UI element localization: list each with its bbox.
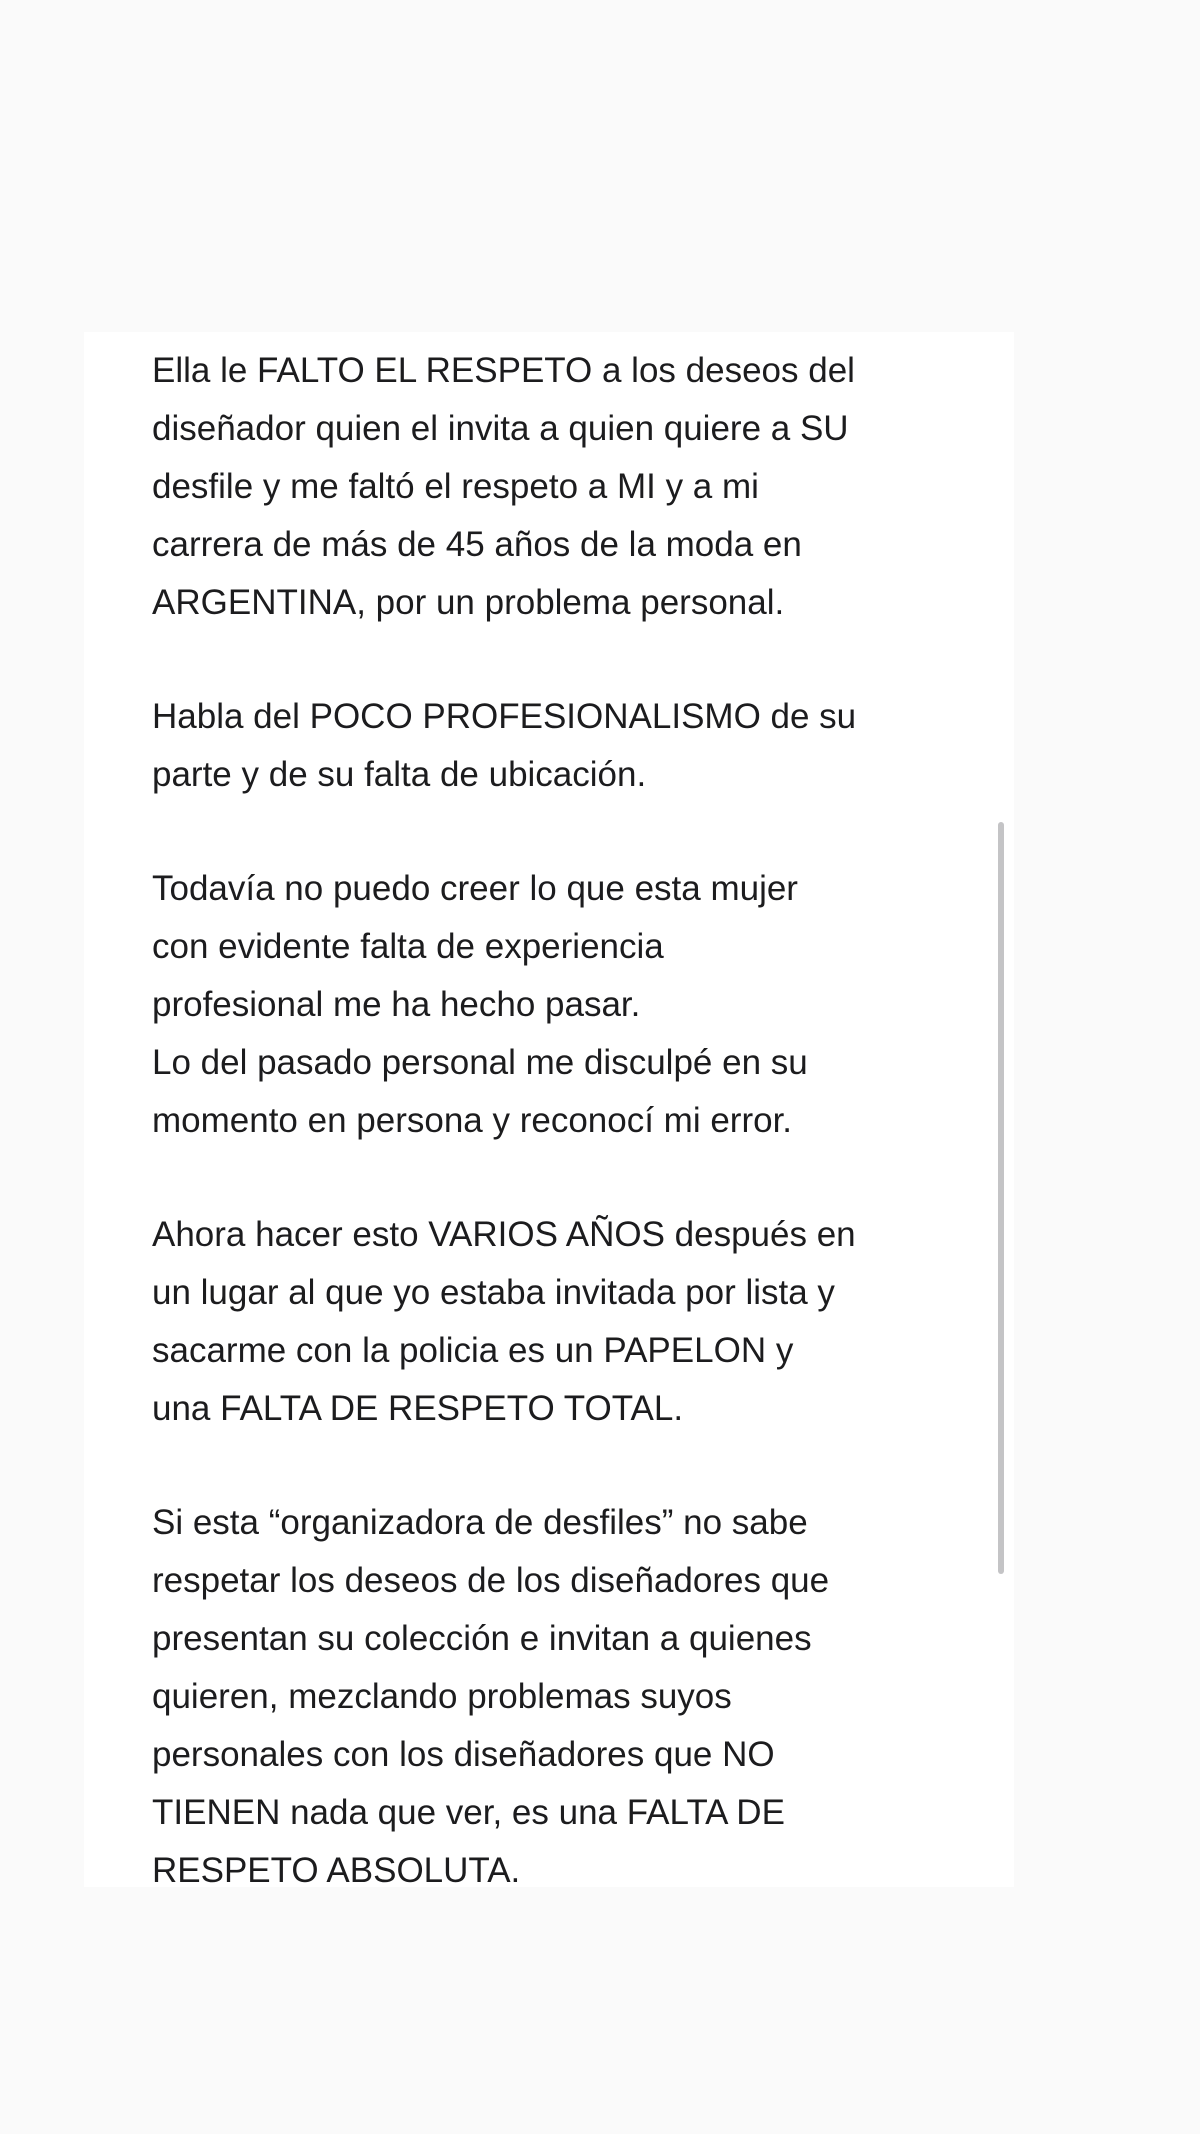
note-paragraph-1: Ella le FALTO EL RESPETO a los deseos del diseñador quien el invita a quien quiere a SU desfile y me faltó el respeto a MI y a mi carrera de más de 45 años de la moda en ARGENTINA, por un problema personal. bbox=[152, 351, 855, 622]
note-paragraph-5: Si esta “organizadora de desfiles” no sabe respetar los deseos de los diseñadores que presentan su colección e invitan a quienes quieren, mezclando problemas suyos personales con los diseñadores que NO TIENEN nada que ver, es una FALTA DE RESPETO ABSOLUTA. bbox=[152, 1503, 830, 1890]
note-paragraph-2: Habla del POCO PROFESIONALISMO de su parte y de su falta de ubicación. bbox=[152, 697, 857, 794]
vertical-scrollbar[interactable] bbox=[998, 822, 1004, 1574]
note-body bbox=[152, 342, 992, 1900]
note-paragraph-4: Ahora hacer esto VARIOS AÑOS después en un lugar al que yo estaba invitada por lista y sacarme con la policia es un PAPELON y una FALTA DE RESPETO TOTAL. bbox=[152, 1215, 856, 1428]
note-paragraph-3: Todavía no puedo creer lo que esta mujer con evidente falta de experiencia profesional me ha hecho pasar. Lo del pasado personal me disculpé en su momento en persona y reconocí mi error. bbox=[152, 869, 808, 1140]
